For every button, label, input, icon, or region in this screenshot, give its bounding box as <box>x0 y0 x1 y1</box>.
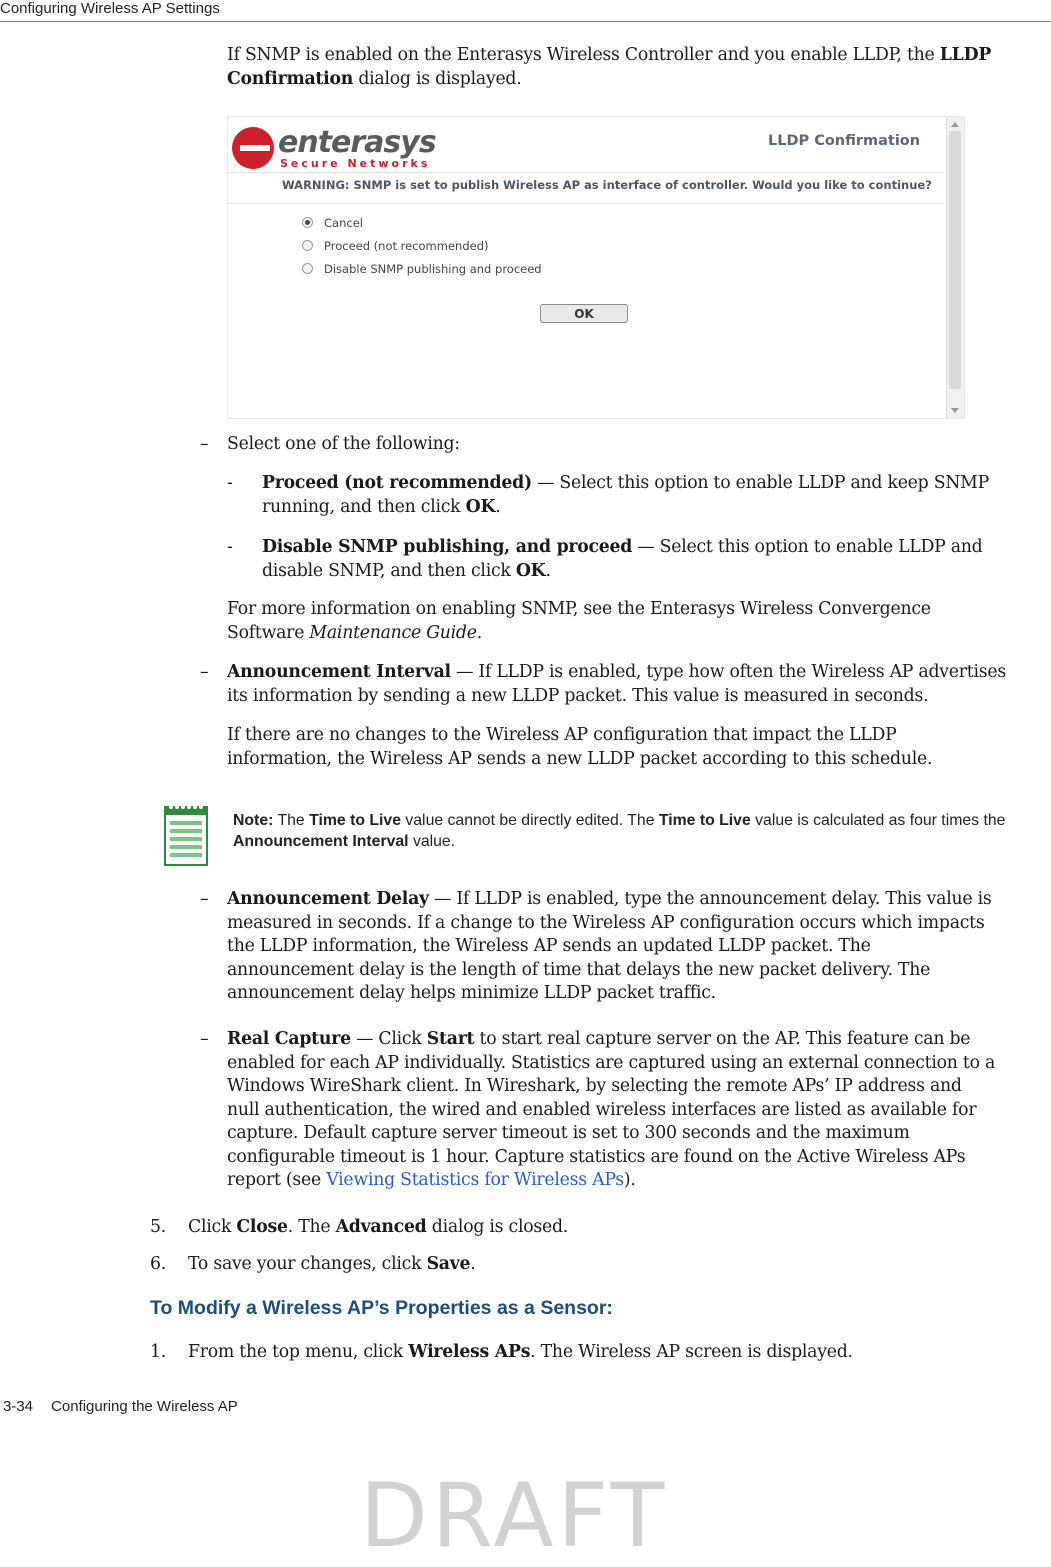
page-number: 3-34 <box>3 1398 34 1415</box>
schedule-text-2: information, the Wireless AP sends a new LLDP packet according to this schedule. <box>227 748 933 769</box>
delay-text: the LLDP information, the Wireless AP sends an updated LLDP packet. The <box>227 936 871 956</box>
bullet: - <box>227 537 233 557</box>
advanced-bold: Advanced <box>335 1217 427 1237</box>
intro-text-end: dialog is displayed. <box>353 68 522 89</box>
more-info-paragraph <box>227 598 931 645</box>
enterasys-logo-icon <box>232 127 274 169</box>
header-title: Configuring Wireless AP Settings <box>0 0 220 17</box>
ok-bold: OK <box>465 496 496 517</box>
select-lead: Select one of the following: <box>227 434 460 454</box>
intro-text: If SNMP is enabled on the Enterasys Wireless Controller and you enable LLDP, the <box>227 45 940 65</box>
more-info-text: For more information on enabling SNMP, see the Enterasys Wireless Convergence <box>227 599 931 619</box>
real-capture-bold: Real Capture <box>227 1029 351 1049</box>
capture-text: — Click <box>350 1029 427 1049</box>
schedule-text: If there are no changes to the Wireless AP configuration that impact the LLDP <box>227 725 897 745</box>
dialog-title: LLDP Confirmation <box>768 133 921 149</box>
radio-icon[interactable] <box>302 240 313 251</box>
start-bold: Start <box>426 1029 475 1049</box>
dash-bullet: – <box>200 889 209 909</box>
dialog-warning: WARNING: SNMP is set to publish Wireless AP as interface of controller. Would you like to continue? <box>282 178 932 192</box>
scroll-thumb[interactable] <box>949 131 961 389</box>
more-info-text-2: Software <box>227 622 310 643</box>
period: . <box>495 496 501 517</box>
option-disable-text-2: disable SNMP, and then click <box>262 560 516 581</box>
step-text: . The Wireless AP screen is displayed. <box>530 1342 853 1362</box>
note-fragment: value is calculated as four times the <box>750 812 1006 829</box>
announcement-interval-text: — If LLDP is enabled, type how often the Wireless AP advertises <box>450 662 1006 682</box>
scroll-down-arrow-icon[interactable] <box>951 408 959 413</box>
announcement-interval-bold: Announcement Interval <box>227 662 451 682</box>
note-pad-icon <box>163 801 209 867</box>
draft-watermark: DRAFT <box>360 1464 669 1567</box>
capture-text: configurable timeout is 1 hour. Capture statistics are found on the Active Wireless APs <box>227 1146 966 1167</box>
period: . <box>545 560 551 581</box>
radio-label: Cancel <box>324 216 363 230</box>
intro-bold-lldp: LLDP <box>939 45 992 65</box>
step-text: Click <box>188 1217 237 1237</box>
ok-bold: OK <box>515 560 546 581</box>
page-footer <box>3 1398 238 1415</box>
step-text: . The <box>287 1217 336 1237</box>
announcement-delay-bold: Announcement Delay <box>227 889 429 909</box>
option-disable-bold: Disable SNMP publishing, and proceed <box>262 537 633 557</box>
note-fragment: value. <box>408 833 456 850</box>
note-fragment: The <box>273 812 310 829</box>
maintenance-guide-title: Maintenance Guide <box>309 622 477 643</box>
dialog-divider <box>228 203 944 204</box>
option-proceed-description <box>262 472 989 519</box>
option-disable-text: — Select this option to enable LLDP and <box>632 537 983 557</box>
save-bold: Save <box>426 1254 471 1274</box>
logo-tagline: Secure Networks <box>280 157 431 170</box>
intro-bold-confirmation: Confirmation <box>227 68 354 89</box>
dash-bullet: – <box>200 662 209 682</box>
note-fragment: value cannot be directly edited. The <box>400 812 659 829</box>
delay-text: measured in seconds. If a change to the Wireless AP configuration occurs which impacts <box>227 912 985 933</box>
capture-text: to start real capture server on the AP. This feature can be <box>474 1029 971 1049</box>
announcement-interval-text-2: its information by sending a new LLDP packet. This value is measured in seconds. <box>227 685 929 706</box>
capture-text: report (see <box>227 1170 327 1190</box>
period: . <box>476 622 482 643</box>
dash-bullet: – <box>200 434 209 454</box>
radio-selected-icon[interactable] <box>302 217 313 228</box>
option-proceed-text-2: running, and then click <box>262 496 466 517</box>
step-number: 1. <box>150 1342 166 1362</box>
capture-text: capture. Default capture server timeout is set to 300 seconds and the maximum <box>227 1123 910 1143</box>
ok-button[interactable]: OK <box>540 304 628 323</box>
note-bold: Time to Live <box>658 812 751 829</box>
viewing-statistics-link[interactable]: Viewing Statistics for Wireless APs <box>326 1170 624 1190</box>
announcement-interval-item <box>227 661 1006 708</box>
radio-label: Proceed (not recommended) <box>324 239 489 253</box>
radio-label: Disable SNMP publishing and proceed <box>324 262 542 276</box>
dialog-divider <box>228 172 944 173</box>
step-5 <box>188 1216 568 1240</box>
intro-paragraph <box>227 44 991 91</box>
scroll-up-arrow-icon[interactable] <box>951 122 959 127</box>
footer-title: Configuring the Wireless AP <box>51 1398 238 1415</box>
option-proceed-bold: Proceed (not recommended) <box>262 473 532 493</box>
step-6 <box>188 1253 476 1277</box>
close-bold: Close <box>236 1217 288 1237</box>
option-disable-description <box>262 536 983 583</box>
delay-text: announcement delay is the length of time that delays the new packet delivery. The <box>227 959 931 980</box>
running-header <box>0 0 1051 22</box>
radio-icon[interactable] <box>302 263 313 274</box>
note-label: Note: <box>233 812 274 829</box>
real-capture-item <box>227 1028 995 1193</box>
step-text: dialog is closed. <box>426 1217 569 1237</box>
step-number: 6. <box>150 1254 166 1274</box>
dash-bullet: – <box>200 1029 209 1049</box>
capture-text: null authentication, the wired and enabled wireless interfaces are listed as available for <box>227 1099 977 1120</box>
section-heading: To Modify a Wireless AP’s Properties as a Sensor: <box>150 1297 613 1319</box>
announcement-delay-item <box>227 888 991 1006</box>
delay-text: — If LLDP is enabled, type the announcement delay. This value is <box>428 889 992 909</box>
lldp-confirmation-dialog-screenshot <box>227 116 965 419</box>
dialog-scrollbar[interactable] <box>946 117 964 418</box>
note-bold: Time to Live <box>309 812 401 829</box>
capture-text: Windows WireShark client. In Wireshark, by selecting the remote APs’ IP address and <box>227 1076 962 1096</box>
step-text: To save your changes, click <box>188 1254 427 1274</box>
step-text: . <box>470 1254 476 1274</box>
note-bold: Announcement Interval <box>233 833 409 850</box>
option-proceed-text: — Select this option to enable LLDP and keep SNMP <box>531 473 989 493</box>
note-text <box>233 810 1043 852</box>
sensor-step-1 <box>188 1341 853 1365</box>
delay-text: announcement delay helps minimize LLDP packet traffic. <box>227 983 716 1003</box>
step-number: 5. <box>150 1217 166 1237</box>
capture-text: enabled for each AP individually. Statistics are captured using an external connection to a <box>227 1052 996 1073</box>
logo-wordmark: enterasys <box>278 125 436 160</box>
step-text: From the top menu, click <box>188 1342 409 1362</box>
interval-schedule-paragraph <box>227 724 932 771</box>
bullet: - <box>227 473 233 493</box>
wireless-aps-bold: Wireless APs <box>408 1342 531 1362</box>
capture-text: ). <box>623 1170 636 1190</box>
